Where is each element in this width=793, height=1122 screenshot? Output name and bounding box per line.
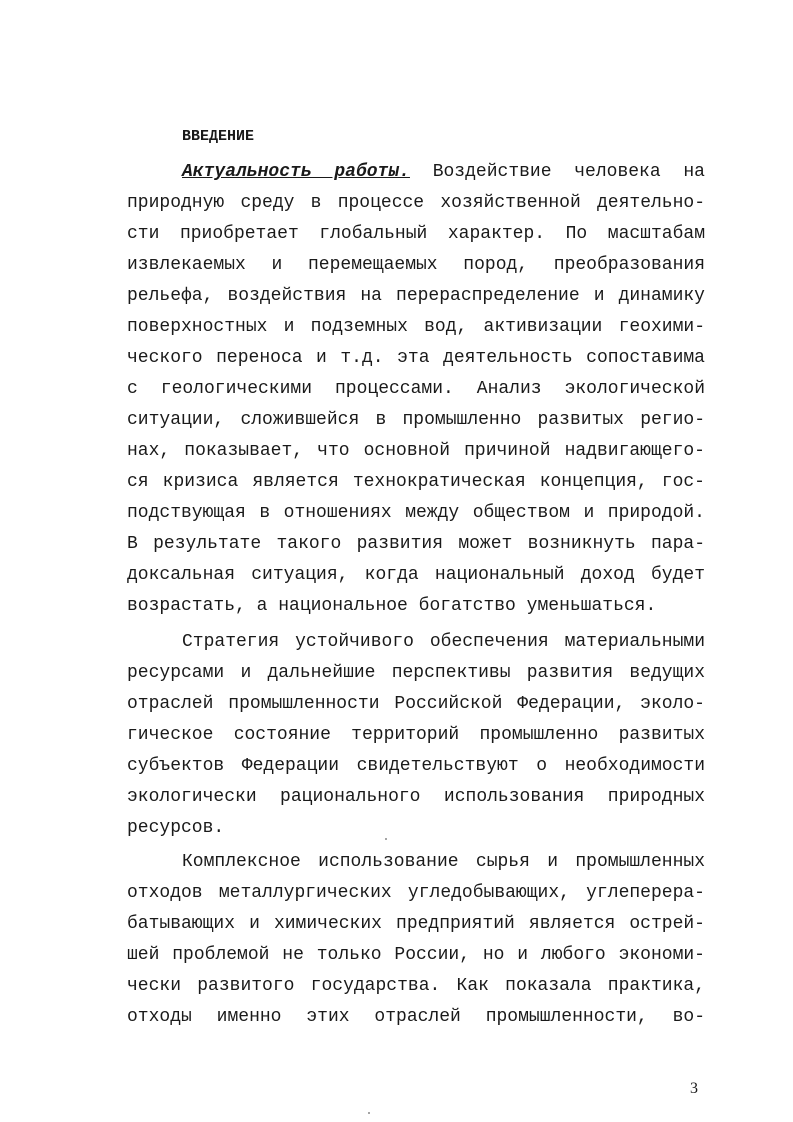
paragraph-line: В результате такого развития может возникнуть пара- [127,534,705,554]
paragraph-line: отраслей промышленности Российской Федерации, эколо- [127,694,705,714]
paragraph-line: ситуации, сложившейся в промышленно развитых регио- [127,410,705,430]
paragraph-line: ресурсами и дальнейшие перспективы развития ведущих [127,663,705,683]
section-heading: ВВЕДЕНИЕ [182,128,255,145]
paragraph-strategy [127,627,705,844]
paragraph-line: подствующая в отношениях между обществом и природой. [127,503,705,523]
paragraph-line: ческого переноса и т.д. эта деятельность сопоставима [127,348,705,368]
paragraph-line: отходов металлургических угледобывающих, углеперера- [127,883,705,903]
paragraph-line: ся кризиса является технократическая концепция, гос- [127,472,705,492]
paragraph-line: субъектов Федерации свидетельствуют о необходимости [127,756,705,776]
paragraph-line: шей проблемой не только России, но и любого экономи- [127,945,705,965]
paragraph-line: батывающих и химических предприятий является острей- [127,914,705,934]
paragraph-line: поверхностных и подземных вод, активизации геохими- [127,317,705,337]
page-number: 3 [690,1080,698,1097]
paragraph-line: Стратегия устойчивого обеспечения материальными [182,632,705,652]
paragraph-line: отходы именно этих отраслей промышленности, во- [127,1007,705,1027]
scan-speck [385,838,387,840]
paragraph-line: нах, показывает, что основной причиной надвигающего- [127,441,705,461]
line-text: Воздействие человека на [432,162,705,182]
paragraph-complex-use [127,847,705,1033]
paragraph-line: возрастать, а национальное богатство уменьшаться. [127,596,657,616]
paragraph-line: чески развитого государства. Как показала практика, [127,976,705,996]
scan-speck [368,1112,370,1114]
paragraph-line: экологически рационального использования природных [127,787,705,807]
paragraph-line: доксальная ситуация, когда национальный доход будет [127,565,705,585]
paragraph-line: ресурсов. [127,818,225,838]
paragraph-line: сти приобретает глобальный характер. По масштабам [127,224,705,244]
paragraph-line: Комплексное использование сырья и промышленных [182,852,705,872]
paragraph-relevance [127,157,705,622]
paragraph-line: природную среду в процессе хозяйственной деятельно- [127,193,705,213]
paragraph-line [127,157,705,188]
paragraph-line: рельефа, воздействия на перераспределение и динамику [127,286,705,306]
paragraph-line: с геологическими процессами. Анализ экологической [127,379,705,399]
paragraph-line: извлекаемых и перемещаемых пород, преобразования [127,255,705,275]
paragraph-line: гическое состояние территорий промышленно развитых [127,725,705,745]
relevance-lead: Актуальность работы. [182,162,410,182]
